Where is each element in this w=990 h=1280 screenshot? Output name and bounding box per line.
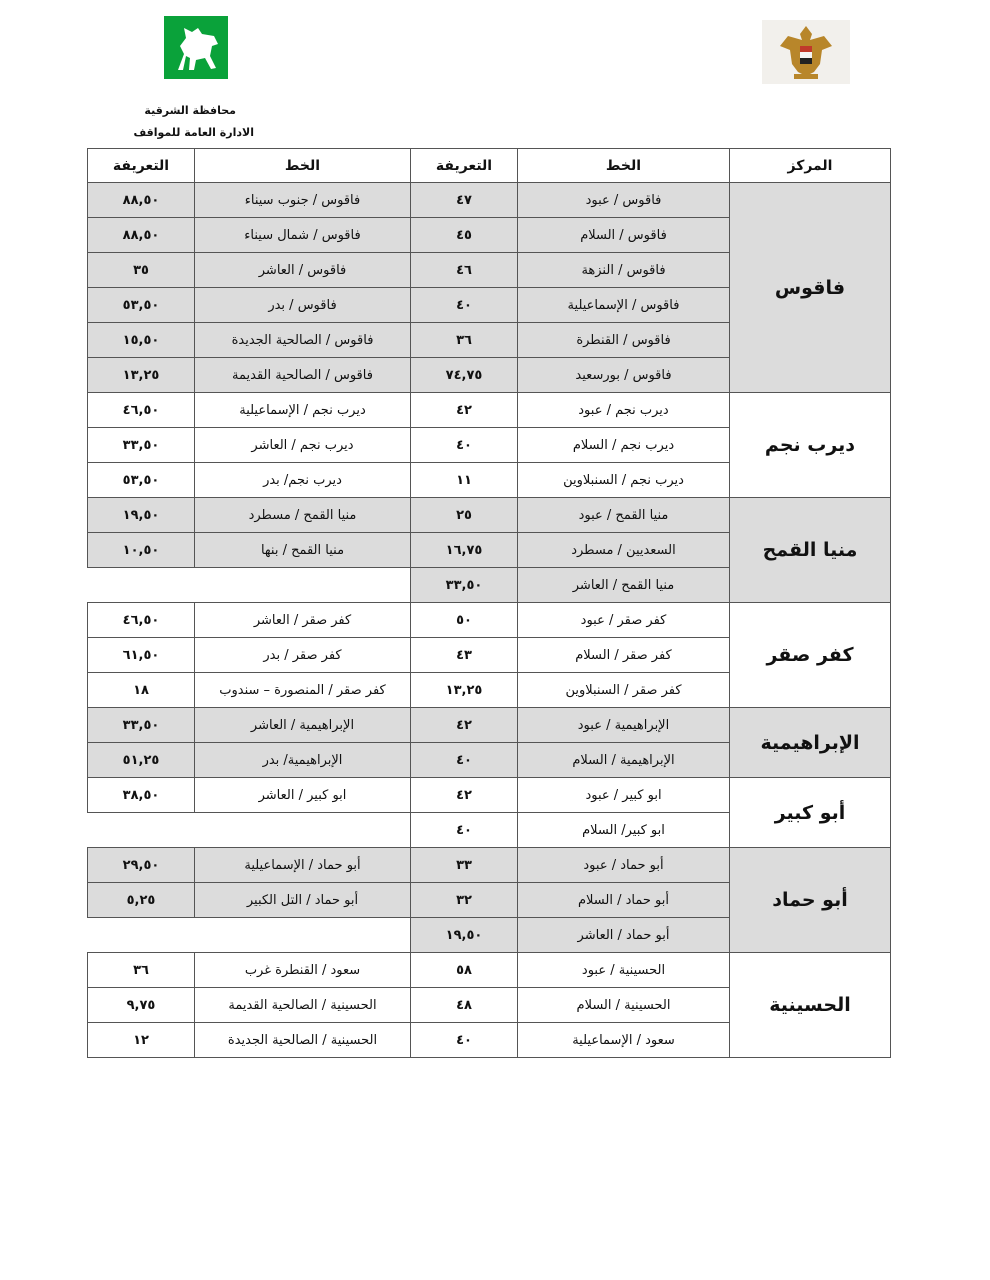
route-fare: ١٨ — [88, 673, 195, 708]
route-line: الحسينية / عبود — [518, 953, 730, 988]
table-row — [88, 778, 891, 813]
route-line: فاقوس / العاشر — [195, 253, 411, 288]
center-name: الحسينية — [730, 953, 891, 1058]
route-fare: ٤٠ — [411, 428, 518, 463]
center-name: منيا القمح — [730, 498, 891, 603]
route-line: ابو كبير / العاشر — [195, 778, 411, 813]
route-fare: ٤٦,٥٠ — [88, 393, 195, 428]
table-row — [88, 183, 891, 218]
route-line: منيا القمح / مسطرد — [195, 498, 411, 533]
route-line: الإبراهيمية/ بدر — [195, 743, 411, 778]
route-line: فاقوس / بورسعيد — [518, 358, 730, 393]
route-line: فاقوس / جنوب سيناء — [195, 183, 411, 218]
route-fare: ٤٣ — [411, 638, 518, 673]
route-line: أبو حماد / التل الكبير — [195, 883, 411, 918]
route-line: ابو كبير/ السلام — [518, 813, 730, 848]
route-fare: ٥٣,٥٠ — [88, 288, 195, 323]
center-name: أبو حماد — [730, 848, 891, 953]
route-line: السعديين / مسطرد — [518, 533, 730, 568]
route-line: الحسينية / السلام — [518, 988, 730, 1023]
route-line: ابو كبير / عبود — [518, 778, 730, 813]
route-fare: ٣٣ — [411, 848, 518, 883]
table-body — [88, 183, 891, 1058]
route-line: سعود / الإسماعيلية — [518, 1023, 730, 1058]
route-line: ديرب نجم / الإسماعيلية — [195, 393, 411, 428]
route-fare: ٤٨ — [411, 988, 518, 1023]
route-line: فاقوس / الصالحية الجديدة — [195, 323, 411, 358]
route-fare: ١٠,٥٠ — [88, 533, 195, 568]
column-header-line: الخط — [195, 149, 411, 183]
route-line: منيا القمح / العاشر — [518, 568, 730, 603]
route-fare: ٨٨,٥٠ — [88, 183, 195, 218]
table-row — [88, 953, 891, 988]
empty-cell — [88, 918, 411, 953]
route-line: كفر صقر / عبود — [518, 603, 730, 638]
route-fare: ٥٠ — [411, 603, 518, 638]
table-row — [88, 848, 891, 883]
center-name: ديرب نجم — [730, 393, 891, 498]
center-name: أبو كبير — [730, 778, 891, 848]
route-line: ديرب نجم / عبود — [518, 393, 730, 428]
route-line: كفر صقر / العاشر — [195, 603, 411, 638]
route-fare: ٥١,٢٥ — [88, 743, 195, 778]
route-line: فاقوس / النزهة — [518, 253, 730, 288]
route-fare: ٢٩,٥٠ — [88, 848, 195, 883]
route-fare: ٤٢ — [411, 778, 518, 813]
route-line: الإبراهيمية / السلام — [518, 743, 730, 778]
empty-cell — [88, 568, 411, 603]
table-header-row — [88, 149, 891, 183]
route-line: الإبراهيمية / العاشر — [195, 708, 411, 743]
column-header-fare: التعريفة — [88, 149, 195, 183]
route-line: فاقوس / بدر — [195, 288, 411, 323]
route-fare: ٤٢ — [411, 708, 518, 743]
route-fare: ٢٥ — [411, 498, 518, 533]
column-header-center: المركز — [730, 149, 891, 183]
route-fare: ٣٦ — [411, 323, 518, 358]
route-fare: ٣٨,٥٠ — [88, 778, 195, 813]
route-line: فاقوس / السلام — [518, 218, 730, 253]
fares-table — [87, 148, 891, 1058]
route-line: منيا القمح / عبود — [518, 498, 730, 533]
route-fare: ١٢ — [88, 1023, 195, 1058]
route-fare: ٣٣,٥٠ — [88, 708, 195, 743]
route-fare: ٣٣,٥٠ — [411, 568, 518, 603]
governorate-horse-logo — [164, 16, 228, 79]
route-line: كفر صقر / السنبلاوين — [518, 673, 730, 708]
route-fare: ٦١,٥٠ — [88, 638, 195, 673]
table-row — [88, 498, 891, 533]
route-line: ديرب نجم/ بدر — [195, 463, 411, 498]
route-line: فاقوس / عبود — [518, 183, 730, 218]
route-fare: ٣٢ — [411, 883, 518, 918]
column-header-line: الخط — [518, 149, 730, 183]
governorate-name: محافظة الشرقية — [144, 104, 236, 117]
route-line: الحسينية / الصالحية الجديدة — [195, 1023, 411, 1058]
route-fare: ٥٣,٥٠ — [88, 463, 195, 498]
route-fare: ٤٥ — [411, 218, 518, 253]
center-name: كفر صقر — [730, 603, 891, 708]
center-name: فاقوس — [730, 183, 891, 393]
route-fare: ٣٥ — [88, 253, 195, 288]
route-fare: ١٥,٥٠ — [88, 323, 195, 358]
route-fare: ٤٧ — [411, 183, 518, 218]
route-fare: ٧٤,٧٥ — [411, 358, 518, 393]
route-fare: ٤٠ — [411, 288, 518, 323]
route-line: أبو حماد / السلام — [518, 883, 730, 918]
table-row — [88, 603, 891, 638]
route-line: الحسينية / الصالحية القديمة — [195, 988, 411, 1023]
route-fare: ٣٣,٥٠ — [88, 428, 195, 463]
route-line: كفر صقر / بدر — [195, 638, 411, 673]
route-fare: ٤٠ — [411, 813, 518, 848]
route-line: منيا القمح / بنها — [195, 533, 411, 568]
route-fare: ١٣,٢٥ — [411, 673, 518, 708]
route-line: فاقوس / الصالحية القديمة — [195, 358, 411, 393]
route-line: فاقوس / شمال سيناء — [195, 218, 411, 253]
route-fare: ٤٢ — [411, 393, 518, 428]
route-fare: ١١ — [411, 463, 518, 498]
route-fare: ١٦,٧٥ — [411, 533, 518, 568]
route-fare: ٤٦,٥٠ — [88, 603, 195, 638]
table-row — [88, 393, 891, 428]
route-line: كفر صقر / السلام — [518, 638, 730, 673]
route-fare: ٣٦ — [88, 953, 195, 988]
route-fare: ٥٨ — [411, 953, 518, 988]
department-name: الادارة العامة للمواقف — [133, 126, 254, 139]
empty-cell — [88, 813, 411, 848]
route-line: الإبراهيمية / عبود — [518, 708, 730, 743]
route-fare: ٨٨,٥٠ — [88, 218, 195, 253]
route-line: أبو حماد / العاشر — [518, 918, 730, 953]
route-line: ديرب نجم / السنبلاوين — [518, 463, 730, 498]
egypt-eagle-emblem — [762, 20, 850, 84]
route-fare: ٤٦ — [411, 253, 518, 288]
route-line: ديرب نجم / العاشر — [195, 428, 411, 463]
route-fare: ٥,٢٥ — [88, 883, 195, 918]
route-fare: ٩,٧٥ — [88, 988, 195, 1023]
route-line: سعود / القنطرة غرب — [195, 953, 411, 988]
route-fare: ١٣,٢٥ — [88, 358, 195, 393]
route-line: ديرب نجم / السلام — [518, 428, 730, 463]
table-row — [88, 708, 891, 743]
route-fare: ٤٠ — [411, 743, 518, 778]
center-name: الإبراهيمية — [730, 708, 891, 778]
route-line: فاقوس / القنطرة — [518, 323, 730, 358]
route-line: أبو حماد / عبود — [518, 848, 730, 883]
route-fare: ١٩,٥٠ — [88, 498, 195, 533]
column-header-fare: التعريفة — [411, 149, 518, 183]
route-line: كفر صقر / المنصورة – سندوب — [195, 673, 411, 708]
route-fare: ٤٠ — [411, 1023, 518, 1058]
route-line: فاقوس / الإسماعيلية — [518, 288, 730, 323]
route-fare: ١٩,٥٠ — [411, 918, 518, 953]
route-line: أبو حماد / الإسماعيلية — [195, 848, 411, 883]
